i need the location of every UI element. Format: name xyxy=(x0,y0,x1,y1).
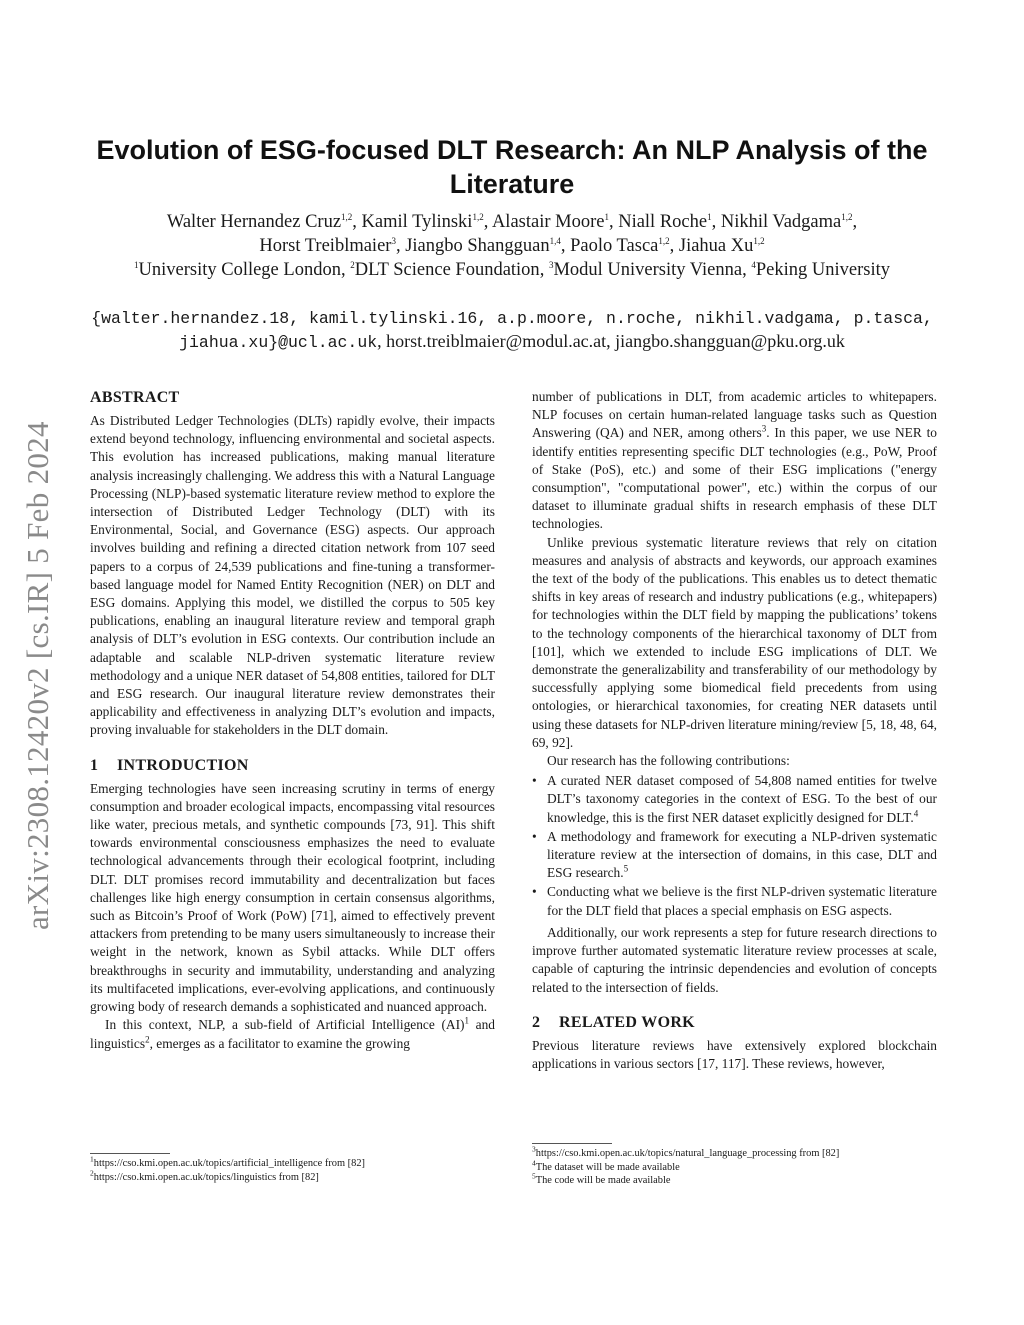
intro-paragraph-4: Our research has the following contributions: xyxy=(547,753,790,769)
arxiv-identifier-stamp: arXiv:2308.12420v2 [cs.IR] 5 Feb 2024 xyxy=(20,421,55,930)
footnote: $^4$The dataset will be made available xyxy=(532,1158,680,1173)
bullet-icon: • xyxy=(532,773,537,789)
author: Paolo Tasca$^{1,2}$, xyxy=(570,235,679,256)
footnote-divider xyxy=(532,1143,612,1144)
abstract-heading: ABSTRACT xyxy=(90,389,180,406)
author: Nikhil Vadgama$^{1,2}$, xyxy=(720,211,858,232)
intro-paragraph-5: Additionally, our work represents a step for future research directions to improve further automated systematic literature review processes at scale, capable of capturing the intrinsic dependencies and evolution of concepts related to the intersection of fields. xyxy=(532,924,937,995)
affiliation-list xyxy=(90,258,934,282)
footnote: $^5$The code will be made available xyxy=(532,1171,671,1186)
footnotes-right xyxy=(532,1143,937,1188)
paper-title: Evolution of ESG-focused DLT Research: An NLP Analysis of the Literature xyxy=(96,135,928,199)
author: Alastair Moore$^1$, xyxy=(491,211,619,232)
author: Kamil Tylinski$^{1,2}$, xyxy=(361,211,492,232)
author: Horst Treiblmaier$^3$, xyxy=(259,235,406,256)
list-item: • Conducting what we believe is the first NLP-driven systematic literature for the DLT field that places a special emphasis on ESG aspects. xyxy=(532,884,937,918)
bullet-icon: • xyxy=(532,884,537,900)
footnote-ref: 4 xyxy=(913,808,919,819)
footnotes-left xyxy=(90,1153,495,1184)
introduction-heading: 1 INTRODUCTION xyxy=(90,756,249,774)
intro-paragraph-2-continued: number of publications in DLT, from academic articles to whitepapers. NLP focuses on certain human-related language tasks such as Question Answering (QA) and NER, among others$^3$. In this paper, we use NER to identify entities representing specific DLT technologies (e.g., PoW, Proof of Stake (PoS), etc.) and some of their ESG implications ("energy consumption", "computational power", etc.) within the corpus of our dataset to illuminate gradual shifts in research emphasis of these DLT technologies. xyxy=(532,389,937,532)
other-emails: , horst.treiblmaier@modul.ac.at, jiangbo.shangguan@pku.org.uk xyxy=(377,331,845,351)
affiliation: $^4$Peking University xyxy=(751,259,890,280)
list-item: • A methodology and framework for executing a NLP-driven systematic literature review at the intersection of domains, in this case, DLT and ESG research.$^5$ xyxy=(532,828,937,881)
right-column xyxy=(532,388,937,1073)
footnote-ref: 1 xyxy=(464,1015,470,1026)
footnote: $^1$https://cso.kmi.open.ac.uk/topics/artificial_intelligence from [82] xyxy=(90,1154,365,1169)
author: Jiangbo Shangguan$^{1,4}$, xyxy=(405,235,571,256)
footnote: $^2$https://cso.kmi.open.ac.uk/topics/linguistics from [82] xyxy=(90,1168,319,1183)
related-work-paragraph-1: Previous literature reviews have extensively explored blockchain applications in various sectors [17, 117]. These reviews, however, xyxy=(532,1037,937,1071)
affiliation: $^3$Modul University Vienna, xyxy=(548,259,752,280)
contributions-list xyxy=(532,772,937,920)
related-work-heading: 2 RELATED WORK xyxy=(532,1013,695,1031)
author-emails xyxy=(90,306,934,354)
intro-paragraph-1: Emerging technologies have seen increasing scrutiny in terms of energy consumption and broader ecological impacts, encompassing vital resources like water, precious metals, and synthetic compounds [73, 91]. This shift towards environmental consciousness emphasizes the need to evaluate technological advancements through their ecological footprint, including DLT. DLT promises record immutability and decentralization but faces challenges like high energy consumption in certain consensus algorithms, such as Bitcoin’s Proof of Work (PoW) [71], aimed to effectively prevent attackers from pretending to be many users simultaneously to increase their weight in the network, known as Sybil attacks. While DLT offers breakthroughs in security and immutability, understanding and analyzing its multifaceted implications, ever-evolving applications, and continuously growing body of research demands a sophisticated and nuanced approach. xyxy=(90,780,495,1015)
author-list xyxy=(90,210,934,258)
author: Jiahua Xu$^{1,2}$ xyxy=(678,235,765,256)
footnote-ref: 5 xyxy=(623,863,629,874)
affiliation: $^2$DLT Science Foundation, xyxy=(350,259,549,280)
intro-paragraph-3: Unlike previous systematic literature reviews that rely on citation measures and analysis of abstracts and keywords, our approach examines the text of the body of the publications. This enables us to detect thematic shifts in key areas of research and industry publications (e.g., whitepapers) for technologies within the DLT field by mapping the publications’ tokens to the technology components of the hierarchical taxonomy of DLT from [101], which we extended to include ESG implications of DLT. We demonstrate the generalizability and transferability of our methodology by successfully applying some biomedical field precedents from using ontologies, or hierarchical taxonomies, for creating NER datasets until using these datasets for NLP-driven literature mining/review [5, 18, 48, 64, 69, 92]. xyxy=(532,534,937,750)
left-column xyxy=(90,388,495,1053)
footnote-divider xyxy=(90,1153,170,1154)
footnote-ref: 3 xyxy=(761,423,767,434)
ucl-email-group: {walter.hernandez.18, kamil.tylinski.16, a.p.moore, n.roche, nikhil.vadgama, p.tasca, jiahua.xu}@ucl.ac.uk xyxy=(91,309,933,352)
footnote: $^3$https://cso.kmi.open.ac.uk/topics/natural_language_processing from [82] xyxy=(532,1144,840,1159)
bullet-icon: • xyxy=(532,828,537,844)
author: Walter Hernandez Cruz$^{1,2}$, xyxy=(166,211,362,232)
list-item: • A curated NER dataset composed of 54,808 named entities for twelve DLT’s taxonomy categories in the context of ESG. To the best of our knowledge, this is the first NER dataset explicitly designed for DLT.$^4$ xyxy=(532,773,937,825)
intro-paragraph-2-start: In this context, NLP, a sub-field of Artificial Intelligence (AI)$^1$ and linguistics$^2$, emerges as a facilitator to examine the growing xyxy=(90,1015,495,1051)
footnote-ref: 2 xyxy=(145,1034,150,1045)
abstract-text: As Distributed Ledger Technologies (DLTs) rapidly evolve, their impacts extend beyond technology, influencing environmental and societal aspects. This evolution has increased publications, making manual literature analysis increasingly challenging. We address this with a Natural Language Processing (NLP)-based systematic literature review method to explore the intersection of Distributed Ledger Technology (DLT) with its Environmental, Social, and Governance (ESG) aspects. Our approach involves building and refining a directed citation network from 107 seed papers to a corpus of 24,539 publications and fine-tuning a transformer-based language model for Named Entity Recognition (NER) on DLT and ESG domains. Applying this model, we distilled the corpus to 505 key publications, enabling an inaugural literature review and temporal graph analysis of DLT’s evolution in ESG contexts. Our contribution include an adaptable and scalable NLP-driven systematic literature review methodology and a unique NER dataset of 54,808 entities, tailored for DLT and ESG research. Our inaugural literature review demonstrates their applicability and effectiveness in analyzing DLT’s evolution and impacts, proving invaluable for stakeholders in the DLT domain. xyxy=(90,413,495,738)
author: Niall Roche$^1$, xyxy=(618,211,721,232)
affiliation: $^1$University College London, xyxy=(134,259,351,280)
